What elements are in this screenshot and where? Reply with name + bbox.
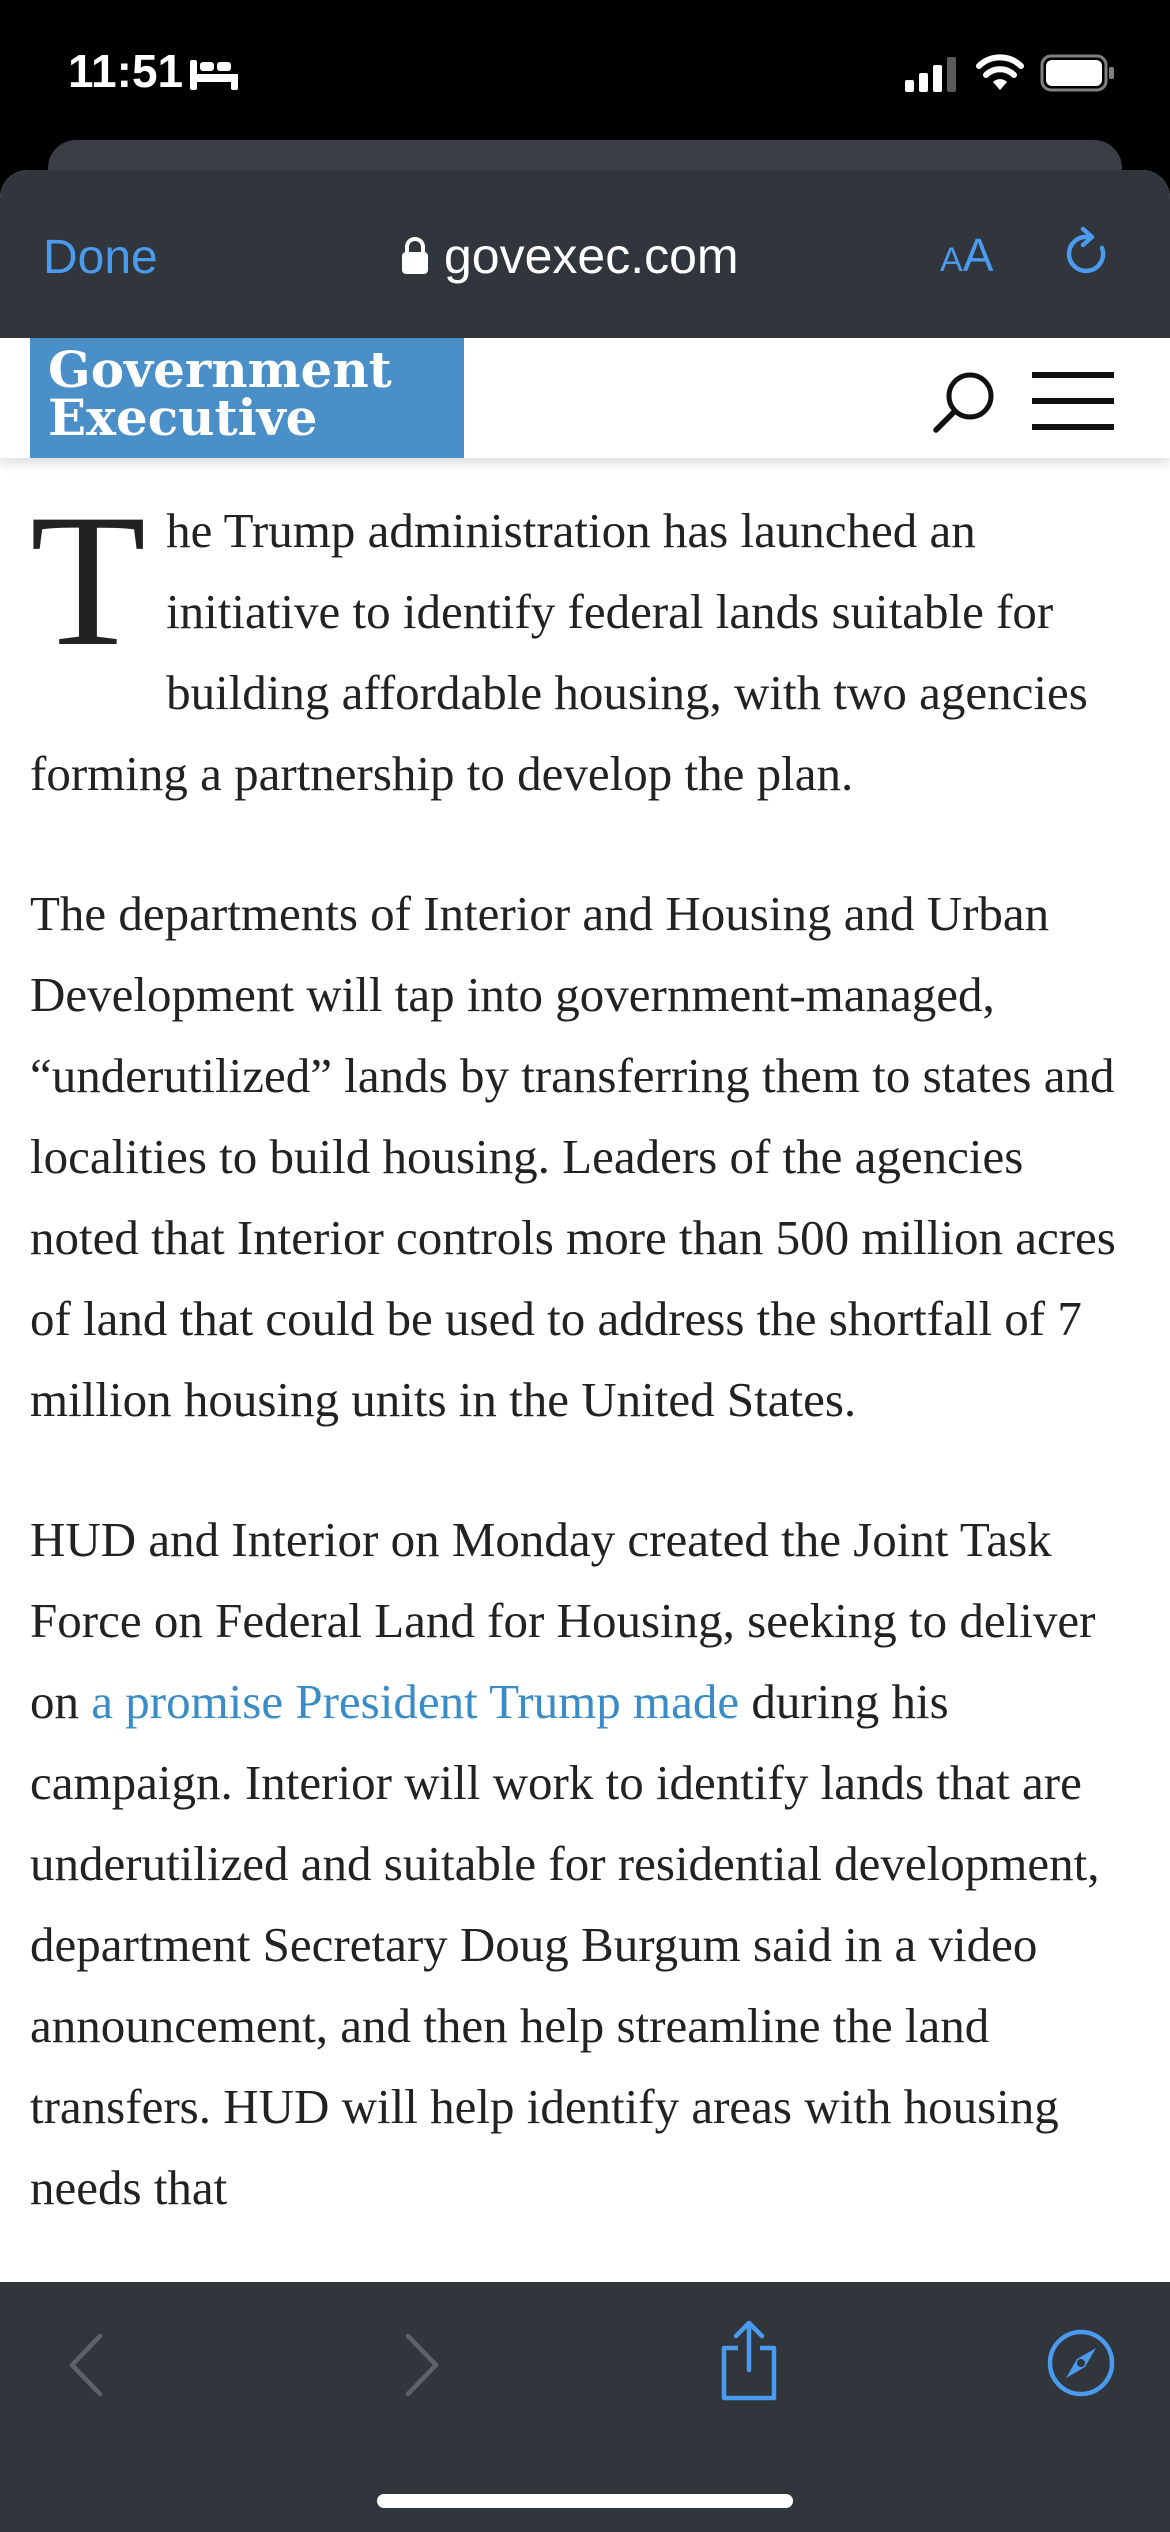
article-paragraph-2: The departments of Interior and Housing and Urban Development will tap into government-managed, “underutilized” lands by transferring them to states and localities to build housing. Leaders of the agencies noted that Interior controls more than 500 million acres of land that could be used to address the shortfall of 7 million housing units in the United States. (30, 886, 1116, 1427)
share-icon[interactable] (716, 2318, 782, 2402)
logo-line-2: Executive (48, 388, 318, 447)
sleep-bed-icon (188, 56, 240, 92)
cellular-signal-icon (905, 56, 961, 92)
text-size-button[interactable] (940, 228, 993, 282)
paragraph-1-text: he Trump administration has launched an initiative to identify federal lands suitable for building affordable housing, with two agencies forming a partnership to develop the plan. (30, 503, 1088, 801)
url-display[interactable] (400, 226, 739, 286)
safari-view (0, 170, 1170, 2532)
url-text: govexec.com (444, 228, 739, 284)
article-paragraph-1 (30, 476, 1140, 814)
reload-icon[interactable] (1062, 226, 1114, 282)
search-icon[interactable] (930, 368, 1000, 438)
status-bar (0, 0, 1170, 150)
site-header (0, 338, 1170, 458)
battery-icon (1040, 54, 1116, 92)
article-body (30, 476, 1140, 2287)
wifi-icon (975, 52, 1025, 92)
logo-line-1: Government (48, 340, 392, 399)
campaign-promise-link[interactable]: a promise President Trump made (91, 1674, 740, 1729)
compass-icon[interactable] (1046, 2328, 1116, 2398)
text-size-large: A (962, 229, 994, 281)
site-logo[interactable] (30, 338, 464, 458)
text-size-small: A (940, 241, 963, 279)
back-chevron-icon[interactable] (64, 2330, 108, 2400)
forward-chevron-icon[interactable] (400, 2330, 444, 2400)
done-button[interactable]: Done (43, 231, 158, 284)
paragraph-3-text-before: HUD and Interior on Monday created the Joint Task Force on Federal Land for Housing, seeking to deliver on (30, 1512, 1096, 1729)
home-indicator (377, 2494, 793, 2508)
safari-top-bar (0, 170, 1170, 338)
status-time: 11:51 (68, 45, 184, 97)
paragraph-3-text-after: during his campaign. Interior will work to identify lands that are underutilized and suitable for residential development, department Secretary Doug Burgum said in a video announcement, and then help streamline the land transfers. HUD will help identify areas with housing needs that (30, 1674, 1100, 2215)
article-paragraph-3 (30, 1499, 1140, 2228)
hamburger-menu-icon[interactable] (1030, 370, 1116, 432)
drop-cap: T (30, 476, 147, 686)
lock-icon (400, 236, 430, 276)
